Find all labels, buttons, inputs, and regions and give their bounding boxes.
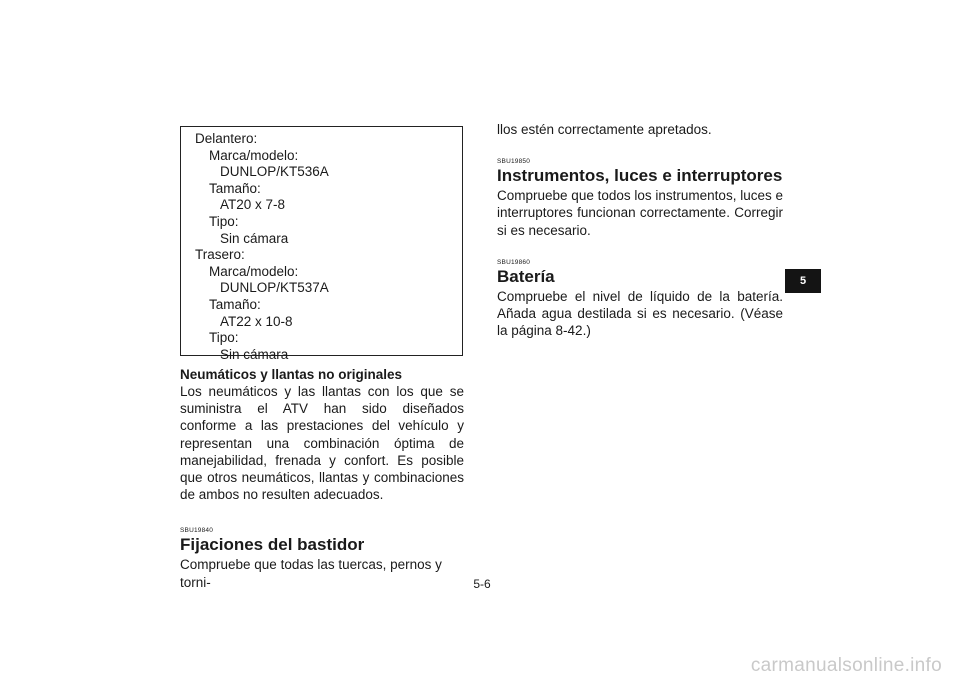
right-column [497, 121, 783, 339]
battery-section-title: Batería [497, 266, 555, 286]
watermark: carmanualsonline.info [750, 655, 942, 676]
frame-section-code: SBU19840 [180, 527, 214, 535]
instruments-section-title: Instrumentos, luces e interruptores [497, 166, 783, 186]
front-brand-value: DUNLOP/KT536A [220, 164, 329, 180]
left-column [180, 366, 464, 591]
frame-paragraph-continued: llos estén correctamente apretados. [497, 122, 712, 137]
frame-section-title: Fijaciones del bastidor [180, 535, 365, 555]
rear-type-value: Sin cámara [220, 346, 289, 362]
front-size-label: Tamaño: [209, 180, 261, 196]
battery-section-code: SBU19860 [497, 258, 531, 266]
rear-size-value: AT22 x 10-8 [220, 313, 293, 329]
front-brand-label: Marca/modelo: [209, 147, 299, 163]
rear-brand-value: DUNLOP/KT537A [220, 280, 329, 296]
front-type-label: Tipo: [209, 213, 239, 229]
battery-paragraph: Compruebe el nivel de líquido de la batería. Añada agua destilada si es necesario. (Véase la página 8-42.) [497, 288, 783, 339]
instruments-paragraph: Compruebe que todos los instrumentos, luces e interruptores funcionan correctamente. Corregir si es necesario. [497, 188, 783, 238]
page-number: 5-6 [473, 577, 491, 591]
chapter-tab: 5 [785, 269, 821, 293]
instruments-section-code: SBU19850 [497, 158, 531, 166]
rear-type-label: Tipo: [209, 330, 239, 346]
front-size-value: AT20 x 7-8 [220, 197, 286, 213]
rear-brand-label: Marca/modelo: [209, 263, 299, 279]
frame-paragraph: Compruebe que todas las tuercas, pernos y torni- [180, 557, 442, 590]
tire-spec-box [180, 126, 463, 362]
front-label: Delantero: [195, 131, 258, 146]
rear-label: Trasero: [195, 247, 245, 263]
tires-heading: Neumáticos y llantas no originales [180, 367, 403, 382]
front-type-value: Sin cámara [220, 230, 289, 246]
rear-size-label: Tamaño: [209, 296, 261, 312]
tires-paragraph: Los neumáticos y las llantas con los que se suministra el ATV han sido diseñados conforme a las prestaciones del vehículo y representan una combinación óptima de manejabilidad, frenada y confort. Es posible que otros neumáticos, llantas y combinaciones de ambos no resulten adecuados. [180, 384, 464, 503]
